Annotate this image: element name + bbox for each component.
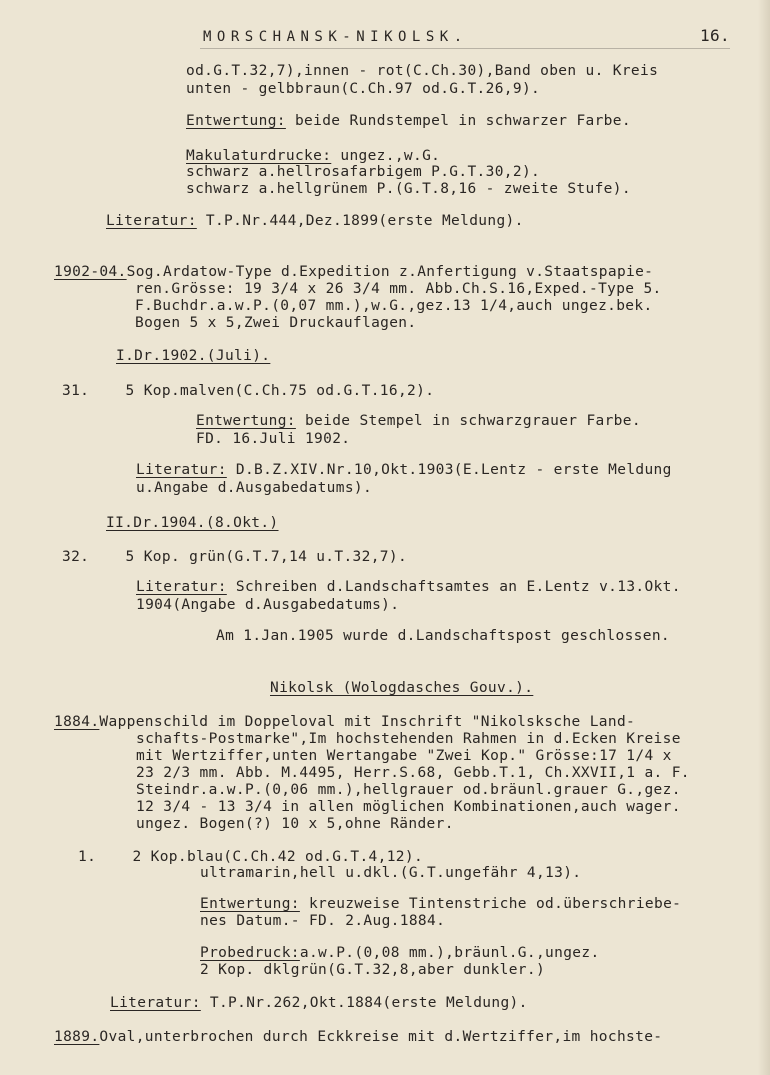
text-line: 1904(Angabe d.Ausgabedatums). bbox=[136, 597, 400, 613]
text-line: mit Wertziffer,unten Wertangabe "Zwei Kop." Grösse:17 1/4 x bbox=[136, 748, 672, 764]
text-line: FD. 16.Juli 1902. bbox=[196, 431, 351, 447]
page-number: 16. bbox=[700, 26, 730, 45]
text-line: 1902-04.Sog.Ardatow-Type d.Expedition z.Anfertigung v.Staatspapie- bbox=[54, 264, 654, 280]
section-label: Literatur: bbox=[136, 579, 227, 595]
text-line: Literatur: D.B.Z.XIV.Nr.10,Okt.1903(E.Lentz - erste Meldung bbox=[136, 462, 672, 478]
section-label: Literatur: bbox=[136, 462, 227, 478]
text-line: ultramarin,hell u.dkl.(G.T.ungefähr 4,13). bbox=[200, 865, 582, 881]
text-line: ungez. Bogen(?) 10 x 5,ohne Ränder. bbox=[136, 816, 454, 832]
text-line: Literatur: T.P.Nr.262,Okt.1884(erste Meldung). bbox=[110, 995, 528, 1011]
print-run-heading: II.Dr.1904.(8.Okt.) bbox=[106, 515, 279, 531]
section-label: Literatur: bbox=[110, 995, 201, 1011]
section-label: Makulaturdrucke: bbox=[186, 148, 332, 164]
text-line: schwarz a.hellrosafarbigem P.G.T.30,2). bbox=[186, 164, 541, 180]
issue-year: 1902-04. bbox=[54, 264, 127, 280]
text-line: od.G.T.32,7),innen - rot(C.Ch.30),Band oben u. Kreis bbox=[186, 63, 659, 79]
text-line: schafts-Postmarke",Im hochstehenden Rahmen in d.Ecken Kreise bbox=[136, 731, 681, 747]
print-run-heading: I.Dr.1902.(Juli). bbox=[116, 348, 271, 364]
section-label: Entwertung: bbox=[200, 896, 300, 912]
text-line: 2 Kop. dklgrün(G.T.32,8,aber dunkler.) bbox=[200, 962, 546, 978]
section-label: Probedruck: bbox=[200, 945, 300, 961]
text-line: 23 2/3 mm. Abb. M.4495, Herr.S.68, Gebb.T.1, Ch.XXVII,1 a. F. bbox=[136, 765, 690, 781]
text-line: Probedruck:a.w.P.(0,08 mm.),bräunl.G.,ungez. bbox=[200, 945, 600, 961]
header-rule bbox=[200, 48, 730, 49]
section-title: Nikolsk (Wologdasches Gouv.). bbox=[270, 680, 534, 696]
text-line: unten - gelbbraun(C.Ch.97 od.G.T.26,9). bbox=[186, 81, 541, 97]
text-line: Literatur: T.P.Nr.444,Dez.1899(erste Meldung). bbox=[106, 213, 524, 229]
text-line: Makulaturdrucke: ungez.,w.G. bbox=[186, 148, 441, 164]
text-line: u.Angabe d.Ausgabedatums). bbox=[136, 480, 373, 496]
page-header-title: MORSCHANSK-NIKOLSK. bbox=[203, 29, 468, 45]
section-label: Entwertung: bbox=[196, 413, 296, 429]
section-label: Entwertung: bbox=[186, 113, 286, 129]
text-line: 1889.Oval,unterbrochen durch Eckkreise mit d.Wertziffer,im hochste- bbox=[54, 1029, 663, 1045]
text-line: Literatur: Schreiben d.Landschaftsamtes an E.Lentz v.13.Okt. bbox=[136, 579, 681, 595]
text-line: 1884.Wappenschild im Doppeloval mit Inschrift "Nikolsksche Land- bbox=[54, 714, 636, 730]
catalog-entry: 32. 5 Kop. grün(G.T.7,14 u.T.32,7). bbox=[62, 549, 408, 565]
catalog-entry: 1. 2 Kop.blau(C.Ch.42 od.G.T.4,12). bbox=[78, 849, 424, 865]
page-edge-shadow bbox=[758, 0, 770, 1075]
section-label: Literatur: bbox=[106, 213, 197, 229]
catalog-entry: 31. 5 Kop.malven(C.Ch.75 od.G.T.16,2). bbox=[62, 383, 435, 399]
issue-year: 1889. bbox=[54, 1029, 100, 1045]
text-line: ren.Grösse: 19 3/4 x 26 3/4 mm. Abb.Ch.S.16,Exped.-Type 5. bbox=[135, 281, 662, 297]
text-line: Steindr.a.w.P.(0,06 mm.),hellgrauer od.bräunl.grauer G.,gez. bbox=[136, 782, 681, 798]
text-line: Bogen 5 x 5,Zwei Druckauflagen. bbox=[135, 315, 417, 331]
issue-year: 1884. bbox=[54, 714, 100, 730]
text-line: Am 1.Jan.1905 wurde d.Landschaftspost geschlossen. bbox=[216, 628, 670, 644]
text-line: nes Datum.- FD. 2.Aug.1884. bbox=[200, 913, 446, 929]
text-line: 12 3/4 - 13 3/4 in allen möglichen Kombinationen,auch wager. bbox=[136, 799, 681, 815]
text-line: schwarz a.hellgrünem P.(G.T.8,16 - zweite Stufe). bbox=[186, 181, 631, 197]
text-line: F.Buchdr.a.w.P.(0,07 mm.),w.G.,gez.13 1/4,auch ungez.bek. bbox=[135, 298, 653, 314]
text-line: Entwertung: kreuzweise Tintenstriche od.überschriebe- bbox=[200, 896, 682, 912]
text-line: Entwertung: beide Rundstempel in schwarzer Farbe. bbox=[186, 113, 631, 129]
text-line: Entwertung: beide Stempel in schwarzgrauer Farbe. bbox=[196, 413, 641, 429]
